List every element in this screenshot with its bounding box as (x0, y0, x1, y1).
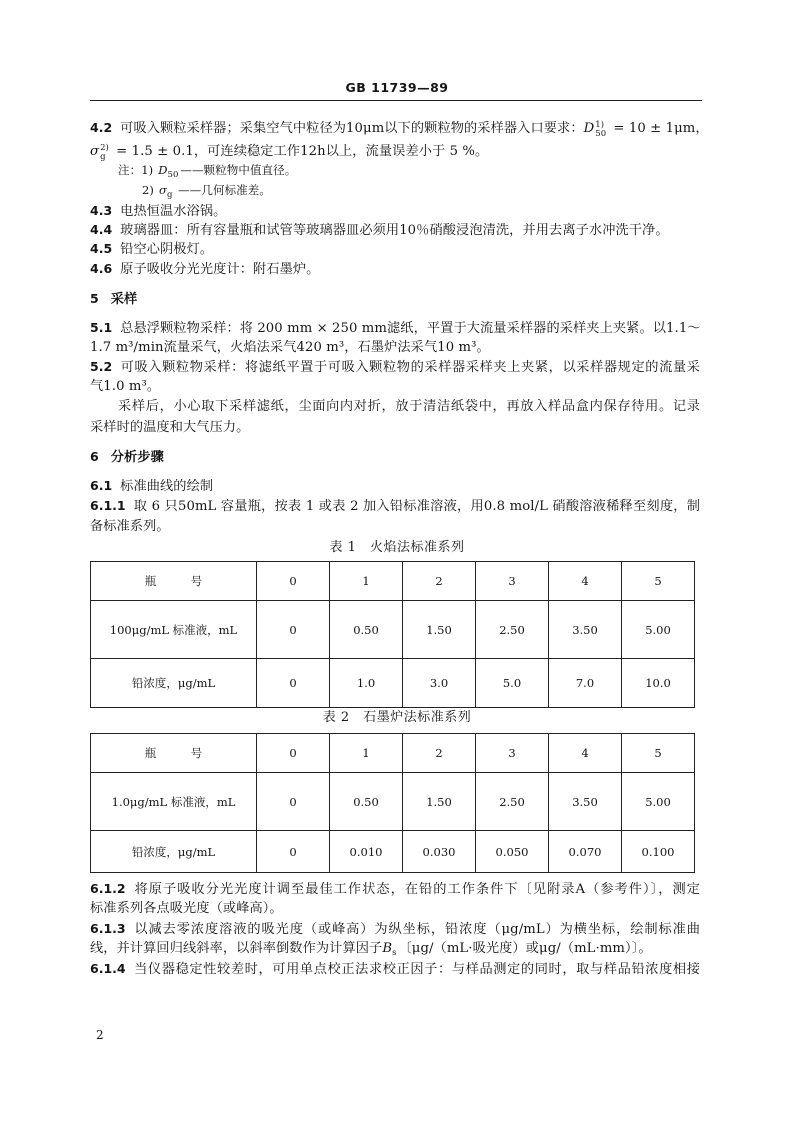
section-6-1-4-line-1 (90, 959, 700, 979)
section-4-6 (90, 259, 700, 279)
section-6-1-1-line-1 (90, 496, 700, 516)
table-cell: 10.0 (622, 659, 695, 708)
table-header-cell: 1 (330, 562, 403, 601)
table-cell: 3.50 (549, 601, 622, 659)
formula-subscript: s (392, 948, 397, 958)
section-6-1-3-line-2 (90, 939, 700, 959)
table-row-label: 铅浓度，μg/mL (91, 831, 257, 873)
paragraph-text: 采样后，小心取下采样滤纸，尘面向内对折，放于清洁纸袋中，再放入样品盒内保存待用。记录 (118, 399, 700, 414)
paragraph-text: 以减去零浓度溶液的吸光度（或峰高）为纵坐标，铅浓度（μg/mL）为横坐标，绘制标准曲 (133, 922, 700, 937)
table-cell: 0 (257, 831, 330, 873)
formula-subscript: g (100, 152, 106, 162)
table-cell: 0.030 (403, 831, 476, 873)
paragraph-text: 电热恒温水浴锅。 (120, 204, 227, 219)
section-number: 6.1.2 (90, 881, 126, 896)
note-symbol: D (158, 163, 168, 177)
formula-subscript: 50 (595, 129, 607, 139)
section-number: 4.5 (90, 241, 113, 256)
section-6-1-heading (90, 476, 700, 496)
table-header-cell: 瓶 号 (91, 734, 257, 773)
table-cell: 1.0 (330, 659, 403, 708)
section-6-1-2-line-2 (90, 899, 700, 919)
section-5-2-line-1 (90, 357, 700, 377)
section-number: 4.2 (90, 120, 113, 135)
table-header-cell: 5 (622, 734, 695, 773)
paragraph-text: 采样时的温度和大气压力。 (90, 420, 250, 435)
table-cell: 0.100 (622, 831, 695, 873)
table-cell: 0.070 (549, 831, 622, 873)
formula-scripts (595, 121, 606, 139)
paragraph-text: 气1.0 m³。 (90, 379, 161, 394)
paragraph-text: 线，并计算回归线斜率，以斜率倒数作为计算因子 (90, 941, 383, 956)
table-header-cell: 4 (549, 562, 622, 601)
section-number: 6.1.3 (90, 921, 126, 936)
table-cell: 1.50 (403, 601, 476, 659)
section-4-3 (90, 201, 700, 221)
table-header-cell: 5 (622, 562, 695, 601)
page-number: 2 (96, 1028, 104, 1042)
section-5-heading (90, 289, 700, 309)
section-6-1-3-line-1 (90, 919, 700, 939)
table-header-row (91, 562, 695, 601)
table-cell: 0.50 (330, 601, 403, 659)
table-row (91, 773, 695, 831)
paragraph-text: 取 6 只50mL 容量瓶，按表 1 或表 2 加入铅标准溶液，用0.8 mol/L 硝酸溶液稀释至刻度，制 (133, 499, 700, 514)
section-6-heading (90, 447, 700, 467)
table-header-cell: 0 (257, 562, 330, 601)
section-4-2-line-2 (90, 142, 700, 162)
section-number: 4.4 (90, 222, 113, 237)
formula-scripts (100, 144, 109, 162)
paragraph-text: 可吸入颗粒物采样：将滤纸平置于可吸入颗粒物的采样器采样夹上夹紧，以采样器规定的流量采 (120, 360, 700, 375)
note-1 (118, 160, 678, 180)
section-number: 6 (90, 449, 99, 464)
formula-symbol-sigma: σ (90, 144, 100, 159)
note-subscript: 50 (167, 170, 179, 180)
formula-value: = 10 ± 1μm， (609, 121, 709, 136)
section-number: 4.6 (90, 261, 113, 276)
table-row (91, 659, 695, 708)
formula-symbol-d: D (583, 121, 595, 136)
paragraph-text: 将原子吸收分光光度计调至最佳工作状态，在铅的工作条件下〔见附录A（参考件）〕，测定 (133, 882, 700, 897)
table-graphite-furnace-standard-series (90, 733, 695, 873)
paragraph-text: 可吸入颗粒采样器；采集空气中粒径为10μm以下的颗粒物的采样器入口要求： (120, 121, 584, 136)
paragraph-text: 备标准系列。 (90, 519, 170, 534)
note-2 (142, 180, 682, 200)
section-title: 采样 (110, 292, 138, 307)
section-5-1-line-1 (90, 318, 700, 338)
section-6-1-2-line-1 (90, 879, 700, 899)
table-cell: 1.50 (403, 773, 476, 831)
table-cell: 0 (257, 659, 330, 708)
standard-code-header: GB 11739—89 (345, 80, 449, 95)
paragraph-text: 标准系列各点吸光度（或峰高）。 (90, 901, 283, 916)
note-subscript: g (166, 190, 173, 200)
table-cell: 7.0 (549, 659, 622, 708)
table-cell: 0.010 (330, 831, 403, 873)
table-cell: 3.50 (549, 773, 622, 831)
table-cell: 0 (257, 773, 330, 831)
section-number: 5.1 (90, 320, 113, 335)
section-title: 分析步骤 (110, 450, 164, 465)
formula-superscript: 1) (595, 120, 605, 130)
section-5-2-line-2 (90, 377, 700, 397)
table-row-label: 100μg/mL 标准液，mL (91, 601, 257, 659)
section-number: 6.1.1 (90, 498, 126, 513)
note-symbol: σ (159, 183, 167, 197)
section-4-5 (90, 239, 700, 259)
section-5-1-line-2 (90, 338, 700, 358)
table-header-cell: 3 (476, 562, 549, 601)
table-header-cell: 2 (403, 734, 476, 773)
paragraph-text: 原子吸收分光光度计：附石墨炉。 (120, 262, 320, 277)
table-flame-standard-series (90, 561, 695, 708)
section-number: 6.1.4 (90, 961, 126, 976)
paragraph-text: 总悬浮颗粒物采样：将 200 mm × 250 mm滤纸，平置于大流量采样器的采样夹上夹紧。以1.1～ (120, 321, 701, 336)
table-cell: 5.00 (622, 773, 695, 831)
table-cell: 0 (257, 601, 330, 659)
paragraph-text: 玻璃器皿：所有容量瓶和试管等玻璃器皿必须用10％硝酸浸泡清洗，并用去离子水冲洗干净。 (120, 223, 669, 238)
section-6-1-1-line-2 (90, 517, 700, 537)
formula-superscript: 2) (100, 143, 109, 153)
table-row-label: 1.0μg/mL 标准液，mL (91, 773, 257, 831)
table-header-cell: 2 (403, 562, 476, 601)
table-row (91, 601, 695, 659)
paragraph-text: = 1.5 ± 0.1，可连续稳定工作12h以上，流量误差小于 5 %。 (111, 144, 489, 159)
paragraph-text: 1.7 m³/min流量采气，火焰法采气420 m³，石墨炉法采气10 m³。 (90, 340, 490, 355)
sampling-note-line-1 (118, 397, 700, 417)
section-4-2-line-1 (90, 118, 709, 139)
table-cell: 2.50 (476, 601, 549, 659)
section-number: 4.3 (90, 203, 113, 218)
section-title: 标准曲线的绘制 (120, 479, 214, 494)
formula-symbol-b: B (382, 941, 393, 956)
section-number: 5 (90, 291, 99, 306)
table-header-cell: 0 (257, 734, 330, 773)
table-cell: 3.0 (403, 659, 476, 708)
note-text: ——颗粒物中值直径。 (180, 163, 297, 177)
note-label: 注：1) (118, 163, 154, 177)
table-2-caption: 表 2 石墨炉法标准系列 (322, 710, 472, 725)
section-number: 6.1 (90, 478, 113, 493)
header-rule (90, 100, 702, 101)
table-cell: 2.50 (476, 773, 549, 831)
table-header-cell: 1 (330, 734, 403, 773)
paragraph-text: 铅空心阴极灯。 (120, 242, 214, 257)
paragraph-text: 〔μg/（mL·吸光度）或μg/（mL·mm）〕。 (398, 941, 652, 956)
table-header-row (91, 734, 695, 773)
table-header-cell: 瓶 号 (91, 562, 257, 601)
section-4-4 (90, 220, 700, 240)
table-cell: 0.050 (476, 831, 549, 873)
table-cell: 5.00 (622, 601, 695, 659)
section-number: 5.2 (90, 359, 113, 374)
note-text: ——几何标准差。 (174, 183, 271, 197)
table-row-label: 铅浓度，μg/mL (91, 659, 257, 708)
table-header-cell: 4 (549, 734, 622, 773)
table-cell: 5.0 (476, 659, 549, 708)
table-row (91, 831, 695, 873)
table-1-caption: 表 1 火焰法标准系列 (329, 540, 465, 555)
note-label: 2) (142, 183, 155, 197)
table-cell: 0.50 (330, 773, 403, 831)
sampling-note-line-2 (90, 418, 700, 438)
table-header-cell: 3 (476, 734, 549, 773)
paragraph-text: 当仪器稳定性较差时，可用单点校正法求校正因子：与样品测定的同时，取与样品铅浓度相接 (133, 962, 700, 977)
